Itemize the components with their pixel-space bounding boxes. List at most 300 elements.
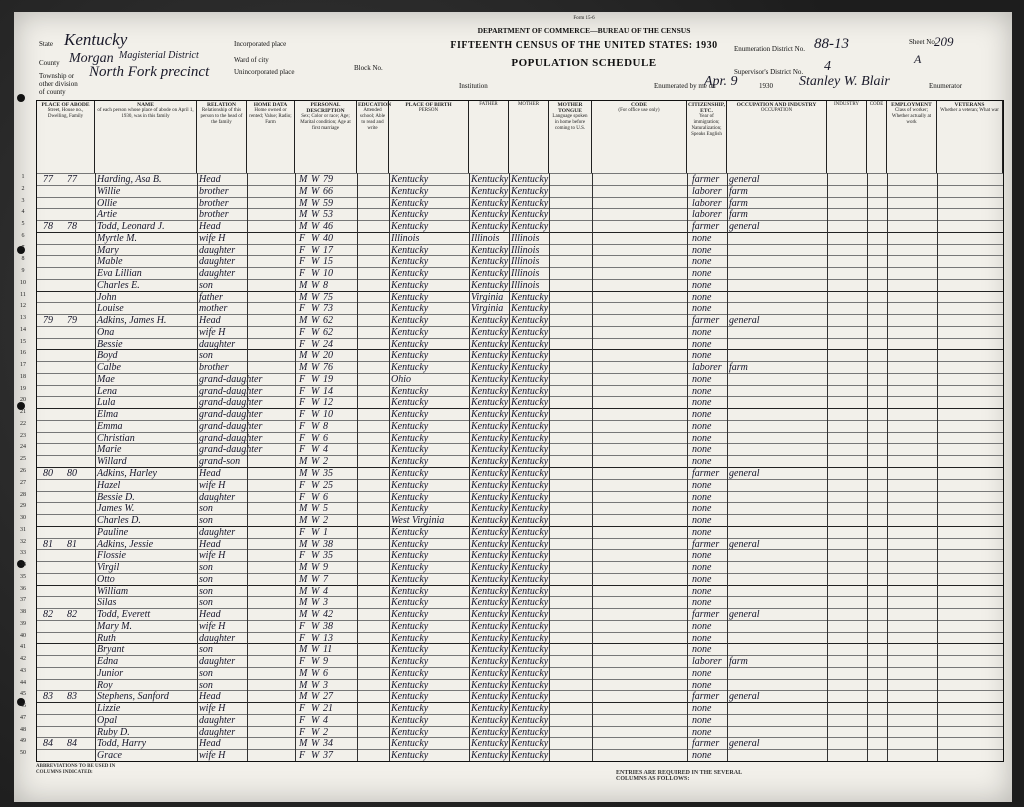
cell-race: W: [311, 703, 320, 715]
cell-sex: M: [299, 185, 308, 197]
cell-sex: F: [299, 338, 306, 350]
cell-ind: farm: [729, 209, 748, 221]
cell-occ: none: [692, 726, 712, 738]
cell-age: 5: [323, 503, 328, 515]
enumerator-suffix: Enumerator: [929, 82, 963, 90]
cell-n: 36: [20, 585, 26, 592]
cell-sex: F: [299, 232, 306, 244]
cell-name: Louise: [97, 303, 124, 315]
cell-sex: M: [299, 609, 308, 621]
cell-rel: Head: [199, 538, 221, 550]
cell-name: Edna: [97, 656, 119, 668]
table-row: [20, 326, 1003, 338]
column-subtitle: Year of immigration; Naturalization; Speaks English: [691, 114, 722, 137]
table-row: [20, 726, 1003, 738]
table-row: [20, 655, 1003, 668]
cell-rel: brother: [199, 185, 229, 197]
cell-race: W: [311, 185, 320, 197]
cell-mb: Kentucky: [511, 444, 549, 456]
cell-birth: Kentucky: [391, 479, 429, 491]
cell-rel: Head: [199, 221, 221, 233]
cell-sex: M: [299, 562, 308, 574]
cell-race: W: [311, 385, 320, 397]
table-row: [20, 491, 1003, 503]
cell-fb: Kentucky: [471, 338, 509, 350]
cell-n: 5: [21, 221, 25, 228]
cell-birth: Kentucky: [391, 750, 429, 762]
cell-mb: Kentucky: [511, 620, 549, 632]
cell-mb: Kentucky: [511, 632, 549, 644]
cell-sex: F: [299, 303, 306, 315]
cell-dw: 82: [43, 609, 53, 621]
column-title: MOTHER TONGUE: [557, 102, 583, 114]
punch-hole: [17, 94, 25, 102]
cell-n: 21: [20, 409, 26, 416]
cell-mb: Kentucky: [511, 562, 549, 574]
cell-birth: Kentucky: [391, 256, 429, 268]
cell-mb: Kentucky: [511, 491, 549, 503]
cell-age: 7: [323, 573, 328, 585]
cell-name: Calbe: [97, 362, 121, 374]
cell-rel: son: [199, 562, 213, 574]
cell-fb: Illinois: [471, 232, 500, 244]
cell-race: W: [311, 609, 320, 621]
cell-occ: none: [692, 562, 712, 574]
cell-age: 13: [323, 632, 333, 644]
cell-race: W: [311, 468, 320, 479]
cell-fb: Kentucky: [471, 620, 509, 632]
cell-age: 27: [323, 691, 333, 703]
cell-sex: F: [299, 432, 306, 444]
cell-rel: son: [199, 597, 213, 609]
cell-race: W: [311, 503, 320, 515]
cell-birth: Kentucky: [391, 538, 429, 550]
cell-birth: Kentucky: [391, 679, 429, 691]
cell-fb: Kentucky: [471, 538, 509, 550]
cell-sex: M: [299, 644, 308, 656]
cell-mb: Kentucky: [511, 703, 549, 715]
table-row: [20, 443, 1003, 456]
cell-mb: Illinois: [511, 244, 540, 256]
cell-sex: M: [299, 738, 308, 750]
cell-age: 37: [323, 750, 333, 762]
cell-sex: F: [299, 326, 306, 338]
cell-rel: Head: [199, 609, 221, 621]
cell-race: W: [311, 326, 320, 338]
table-row: [21, 267, 1003, 280]
cell-mb: Kentucky: [511, 726, 549, 738]
column-divider: [687, 173, 688, 761]
cell-rel: son: [199, 279, 213, 291]
column-header: [549, 101, 592, 173]
enumerator-name: Stanley W. Blair: [799, 74, 890, 89]
cell-age: 46: [323, 221, 333, 233]
cell-n: 16: [20, 350, 26, 357]
cell-sex: M: [299, 350, 308, 362]
footer: [36, 764, 1002, 798]
cell-sex: M: [299, 679, 308, 691]
cell-race: W: [311, 620, 320, 632]
cell-birth: Kentucky: [391, 667, 429, 679]
cell-n: 25: [20, 456, 26, 463]
cell-name: Todd, Leonard J.: [97, 221, 165, 233]
column-divider: [95, 173, 96, 761]
column-divider: [867, 173, 868, 761]
cell-fb: Kentucky: [471, 726, 509, 738]
table-row: [20, 302, 1003, 315]
year-label: 1930: [759, 82, 773, 90]
cell-sex: M: [299, 538, 308, 550]
table-row: [20, 420, 1003, 432]
cell-n: 31: [20, 526, 26, 533]
column-subtitle: PERSON: [418, 108, 439, 113]
cell-occ: none: [692, 303, 712, 315]
cell-rel: daughter: [199, 268, 236, 280]
cell-age: 35: [323, 550, 333, 562]
cell-rel: wife H: [199, 703, 226, 715]
cell-fa: 77: [67, 174, 77, 185]
table-row: [20, 279, 1003, 291]
cell-n: 18: [20, 373, 26, 380]
cell-age: 76: [323, 362, 333, 374]
cell-occ: none: [692, 503, 712, 515]
cell-name: Roy: [97, 679, 113, 691]
cell-fb: Kentucky: [471, 714, 509, 726]
cell-rel: grand-daughter: [199, 397, 263, 409]
cell-race: W: [311, 679, 320, 691]
cell-birth: Kentucky: [391, 185, 429, 197]
cell-name: Myrtle M.: [97, 232, 137, 244]
cell-rel: grand-daughter: [199, 432, 263, 444]
cell-mb: Kentucky: [511, 420, 549, 432]
cell-fb: Virginia: [471, 303, 504, 315]
column-title: OCCUPATION AND INDUSTRY: [736, 102, 817, 108]
table-row: [20, 385, 1003, 397]
cell-n: 14: [20, 326, 26, 333]
table-row: [20, 291, 1003, 303]
cell-age: 24: [323, 338, 333, 350]
cell-sex: M: [299, 667, 308, 679]
table-row: [21, 197, 1003, 209]
cell-age: 2: [323, 456, 328, 468]
table-row: [20, 396, 1003, 409]
column-divider: [827, 173, 828, 761]
table-row: [20, 502, 1003, 515]
block-label: Block No.: [354, 64, 383, 72]
cell-occ: none: [692, 679, 712, 691]
cell-name: Mary M.: [97, 620, 132, 632]
cell-age: 62: [323, 315, 333, 327]
table-row: [20, 408, 1003, 421]
cell-name: Christian: [97, 432, 135, 444]
cell-race: W: [311, 456, 320, 468]
cell-name: John: [97, 291, 117, 303]
cell-rel: brother: [199, 197, 229, 209]
cell-birth: Kentucky: [391, 656, 429, 668]
cell-name: Willard: [97, 456, 127, 468]
cell-occ: none: [692, 397, 712, 409]
cell-name: Marie: [97, 444, 122, 456]
census-sheet: [14, 12, 1012, 802]
cell-rel: grand-daughter: [199, 444, 263, 456]
cell-birth: Kentucky: [391, 597, 429, 609]
cell-race: W: [311, 714, 320, 726]
cell-birth: Kentucky: [391, 326, 429, 338]
cell-race: W: [311, 750, 320, 762]
cell-mb: Kentucky: [511, 303, 549, 315]
cell-fb: Kentucky: [471, 515, 509, 527]
column-divider: [247, 173, 248, 761]
cell-mb: Kentucky: [511, 456, 549, 468]
cell-mb: Kentucky: [511, 468, 549, 479]
column-title: PERSONAL DESCRIPTION: [306, 102, 345, 114]
cell-race: W: [311, 738, 320, 750]
cell-name: Eva Lillian: [97, 268, 142, 280]
cell-birth: Kentucky: [391, 632, 429, 644]
cell-fa: 80: [67, 468, 77, 479]
cell-age: 42: [323, 609, 333, 621]
cell-race: W: [311, 550, 320, 562]
cell-fb: Kentucky: [471, 562, 509, 574]
cell-mb: Illinois: [511, 279, 540, 291]
cell-fb: Kentucky: [471, 409, 509, 421]
cell-mb: Illinois: [511, 256, 540, 268]
column-title: VETERANS: [954, 102, 985, 108]
cell-name: Mary: [97, 244, 119, 256]
cell-dw: 77: [43, 174, 53, 185]
cell-fb: Kentucky: [471, 315, 509, 327]
column-header: [592, 101, 687, 173]
cell-fb: Kentucky: [471, 632, 509, 644]
column-header: [867, 101, 887, 173]
cell-race: W: [311, 209, 320, 221]
cell-race: W: [311, 174, 320, 185]
cell-occ: none: [692, 350, 712, 362]
cell-occ: farmer: [692, 691, 720, 703]
cell-age: 35: [323, 468, 333, 479]
cell-name: Todd, Everett: [97, 609, 151, 621]
cell-fb: Kentucky: [471, 526, 509, 538]
cell-age: 11: [323, 644, 333, 656]
column-header: [887, 101, 937, 173]
cell-occ: none: [692, 703, 712, 715]
cell-occ: none: [692, 373, 712, 385]
cell-fa: 83: [67, 691, 77, 703]
form-number: Form 15-6: [573, 16, 595, 21]
cell-n: 3: [21, 197, 25, 204]
cell-fb: Kentucky: [471, 268, 509, 280]
cell-n: 32: [20, 538, 26, 545]
cell-age: 12: [323, 397, 333, 409]
column-subtitle: OCCUPATION: [760, 108, 793, 113]
cell-occ: none: [692, 256, 712, 268]
column-subtitle: of each person whose place of abode on April 1, 1930, was in this family: [97, 108, 194, 119]
cell-name: Ona: [97, 326, 115, 338]
cell-race: W: [311, 444, 320, 456]
cell-sex: F: [299, 373, 306, 385]
cell-dw: 80: [43, 468, 53, 479]
cell-birth: Kentucky: [391, 303, 429, 315]
cell-race: W: [311, 562, 320, 574]
cell-occ: farmer: [692, 174, 720, 185]
cell-birth: Kentucky: [391, 503, 429, 515]
cell-mb: Kentucky: [511, 209, 549, 221]
cell-n: 49: [20, 738, 26, 745]
cell-rel: daughter: [199, 338, 236, 350]
column-header: [937, 101, 1003, 173]
cell-ind: farm: [729, 656, 748, 668]
cell-sex: M: [299, 585, 308, 597]
cell-name: Opal: [97, 714, 117, 726]
cell-mb: Kentucky: [511, 656, 549, 668]
cell-sex: F: [299, 385, 306, 397]
cell-birth: Kentucky: [391, 397, 429, 409]
column-header: [827, 101, 867, 173]
cell-ind: general: [729, 609, 760, 621]
cell-occ: none: [692, 667, 712, 679]
supervisor-label: Supervisor's District No.: [734, 68, 804, 76]
cell-rel: Head: [199, 738, 221, 750]
cell-occ: farmer: [692, 538, 720, 550]
column-subtitle: Language spoken in home before coming to U.S.: [552, 114, 588, 131]
cell-rel: son: [199, 515, 213, 527]
cell-race: W: [311, 221, 320, 233]
cell-age: 40: [323, 232, 333, 244]
cell-race: W: [311, 315, 320, 327]
column-divider: [295, 173, 296, 761]
cell-occ: none: [692, 420, 712, 432]
cell-occ: none: [692, 714, 712, 726]
cell-birth: Kentucky: [391, 350, 429, 362]
cell-race: W: [311, 667, 320, 679]
table-row: [20, 585, 1003, 597]
cell-age: 38: [323, 620, 333, 632]
cell-race: W: [311, 726, 320, 738]
cell-race: W: [311, 373, 320, 385]
cell-mb: Kentucky: [511, 185, 549, 197]
column-title: NAME: [137, 102, 154, 108]
cell-rel: wife H: [199, 479, 226, 491]
column-subtitle: Whether a veteran; What war: [940, 108, 999, 113]
cell-age: 8: [323, 420, 328, 432]
cell-birth: Kentucky: [391, 244, 429, 256]
cell-name: Harding, Asa B.: [97, 174, 162, 185]
cell-occ: none: [692, 632, 712, 644]
cell-age: 6: [323, 667, 328, 679]
cell-sex: M: [299, 456, 308, 468]
cell-race: W: [311, 632, 320, 644]
cell-sex: F: [299, 397, 306, 409]
column-header: [197, 101, 247, 173]
cell-fb: Kentucky: [471, 185, 509, 197]
cell-rel: grand-son: [199, 456, 241, 468]
cell-mb: Kentucky: [511, 679, 549, 691]
cell-sex: M: [299, 221, 308, 233]
cell-occ: none: [692, 338, 712, 350]
column-title: PLACE OF ABODE: [41, 102, 90, 108]
cell-n: 48: [20, 726, 26, 733]
cell-occ: laborer: [692, 362, 722, 374]
cell-fb: Kentucky: [471, 244, 509, 256]
cell-sex: F: [299, 656, 306, 668]
county-value: Morgan: [69, 51, 114, 66]
cell-n: 33: [20, 550, 26, 557]
cell-sex: M: [299, 315, 308, 327]
cell-birth: Kentucky: [391, 726, 429, 738]
table-row: [21, 232, 1003, 244]
cell-occ: none: [692, 573, 712, 585]
cell-race: W: [311, 491, 320, 503]
cell-birth: West Virginia: [391, 515, 445, 527]
cell-birth: Kentucky: [391, 468, 429, 479]
cell-sex: F: [299, 444, 306, 456]
cell-race: W: [311, 538, 320, 550]
cell-birth: Kentucky: [391, 491, 429, 503]
table-row: [20, 702, 1003, 715]
cell-birth: Kentucky: [391, 456, 429, 468]
cell-rel: daughter: [199, 526, 236, 538]
cell-fb: Kentucky: [471, 585, 509, 597]
column-divider: [469, 173, 470, 761]
cell-fb: Kentucky: [471, 667, 509, 679]
supervisor-value: 4: [824, 59, 831, 74]
cell-name: Willie: [97, 185, 121, 197]
state-label: State: [39, 40, 53, 48]
cell-rel: son: [199, 585, 213, 597]
cell-sex: F: [299, 244, 306, 256]
cell-rel: Head: [199, 691, 221, 703]
cell-race: W: [311, 303, 320, 315]
cell-sex: F: [299, 526, 306, 538]
cell-name: Artie: [97, 209, 117, 221]
cell-occ: none: [692, 456, 712, 468]
sheet-letter: A: [914, 52, 922, 66]
cell-occ: farmer: [692, 609, 720, 621]
cell-rel: grand-daughter: [199, 385, 263, 397]
cell-name: Ollie: [97, 197, 117, 209]
cell-fb: Kentucky: [471, 468, 509, 479]
cell-mb: Kentucky: [511, 550, 549, 562]
cell-dw: 81: [43, 538, 53, 550]
cell-race: W: [311, 268, 320, 280]
cell-occ: none: [692, 444, 712, 456]
table-row: [20, 479, 1003, 491]
cell-sex: M: [299, 362, 308, 374]
cell-ind: general: [729, 174, 760, 185]
cell-age: 19: [323, 373, 333, 385]
cell-race: W: [311, 397, 320, 409]
cell-sex: M: [299, 174, 308, 185]
table-row: [20, 573, 1003, 585]
cell-birth: Kentucky: [391, 209, 429, 221]
cell-name: Otto: [97, 573, 115, 585]
cell-n: 41: [20, 644, 26, 651]
cell-sex: M: [299, 597, 308, 609]
cell-fa: 79: [67, 315, 77, 327]
cell-age: 1: [323, 526, 328, 538]
cell-sex: F: [299, 726, 306, 738]
table-row: [20, 561, 1003, 574]
cell-birth: Kentucky: [391, 315, 429, 327]
cell-age: 4: [323, 444, 328, 456]
cell-sex: M: [299, 573, 308, 585]
cell-name: Adkins, James H.: [97, 315, 167, 327]
institution-label: Institution: [459, 82, 488, 90]
column-divider: [937, 173, 938, 761]
table-row: [20, 549, 1003, 562]
column-subtitle: Class of worker; Whether actually at work: [891, 108, 932, 125]
department-title: DEPARTMENT OF COMMERCE—BUREAU OF THE CENSUS: [477, 26, 691, 35]
